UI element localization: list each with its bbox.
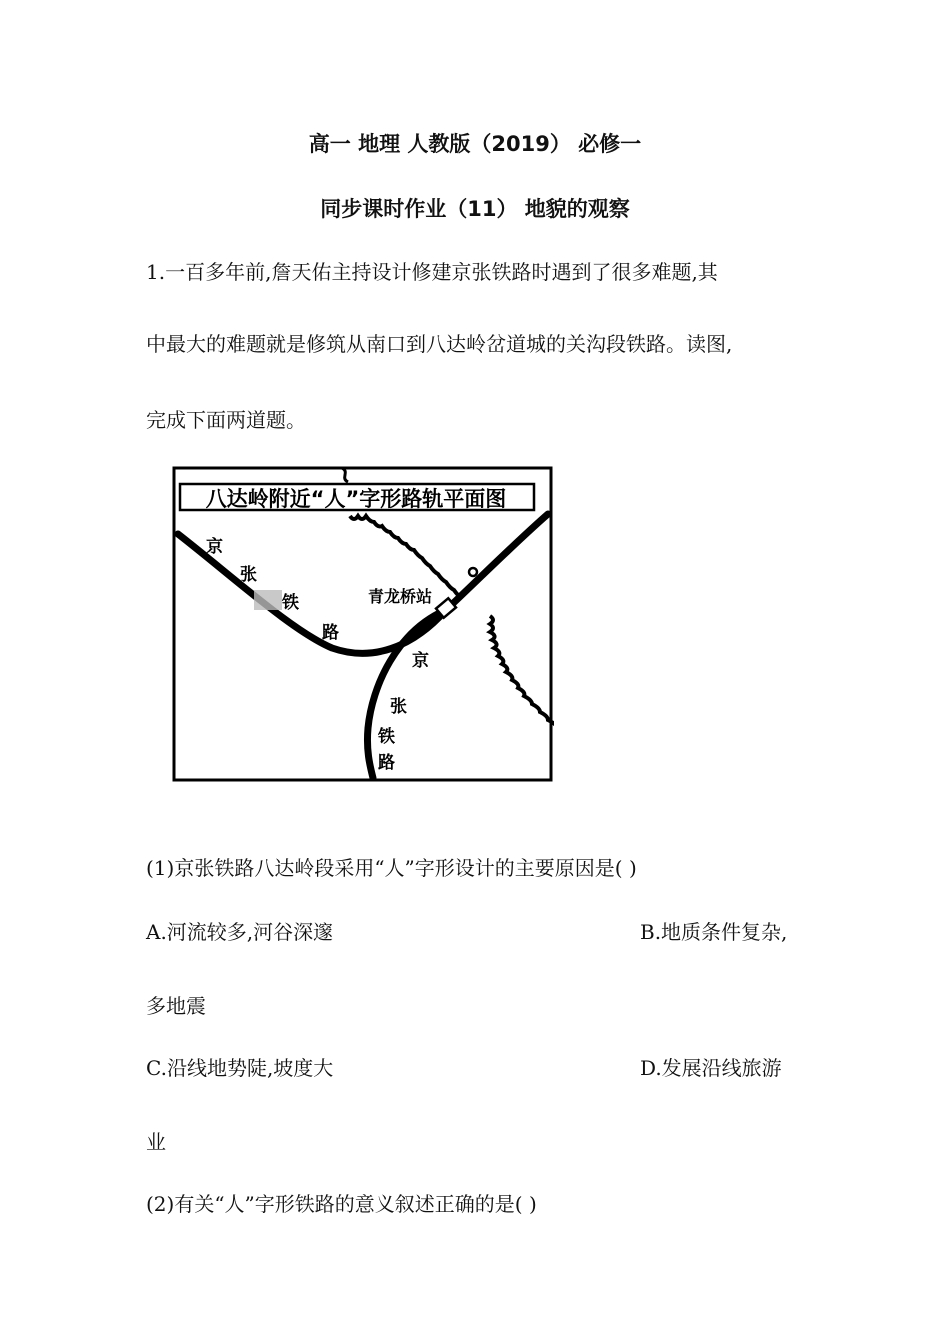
sub-question-2-stem: (2)有关“人”字形铁路的意义叙述正确的是( ) (146, 1192, 537, 1216)
winding-river-upper (350, 516, 462, 598)
river-end-marker (469, 568, 477, 576)
option-b: B.地质条件复杂, (640, 920, 788, 944)
question-1-stem-line-3: 完成下面两道题。 (146, 408, 306, 432)
sub-question-1-stem: (1)京张铁路八达岭段采用“人”字形设计的主要原因是( ) (146, 856, 637, 880)
option-c: C.沿线地势陡,坡度大 (146, 1056, 334, 1080)
option-a: A.河流较多,河谷深邃 (146, 920, 334, 944)
map-title: 八达岭附近“人”字形路轨平面图 (205, 487, 507, 511)
rail-label-lower-3: 铁 (378, 727, 395, 747)
rail-label-upper-4: 路 (322, 623, 339, 643)
option-b-continued: 多地震 (146, 994, 206, 1018)
rail-label-upper-1: 京 (206, 537, 223, 557)
question-1-stem-line-1: 1.一百多年前,詹天佑主持设计修建京张铁路时遇到了很多难题,其 (146, 260, 718, 284)
stream-top (342, 468, 348, 482)
rail-label-lower-2: 张 (390, 697, 407, 717)
station-label: 青龙桥站 (368, 587, 433, 606)
question-1-stem-line-2: 中最大的难题就是修筑从南口到八达岭岔道城的关沟段铁路。读图, (146, 332, 733, 356)
option-d: D.发展沿线旅游 (640, 1056, 782, 1080)
document-subtitle: 同步课时作业（11） 地貌的观察 (320, 197, 630, 221)
railway-map-figure (172, 466, 554, 784)
rail-label-upper-2: 张 (240, 565, 257, 585)
blur-patch (254, 590, 282, 610)
rail-label-upper-3: 铁 (282, 593, 299, 613)
map-frame (174, 468, 551, 780)
rail-label-lower-4: 路 (378, 753, 395, 773)
winding-river-right (490, 616, 554, 736)
option-d-continued: 业 (146, 1130, 166, 1154)
rail-label-lower-1: 京 (412, 651, 429, 671)
document-title: 高一 地理 人教版（2019） 必修一 (308, 132, 642, 156)
